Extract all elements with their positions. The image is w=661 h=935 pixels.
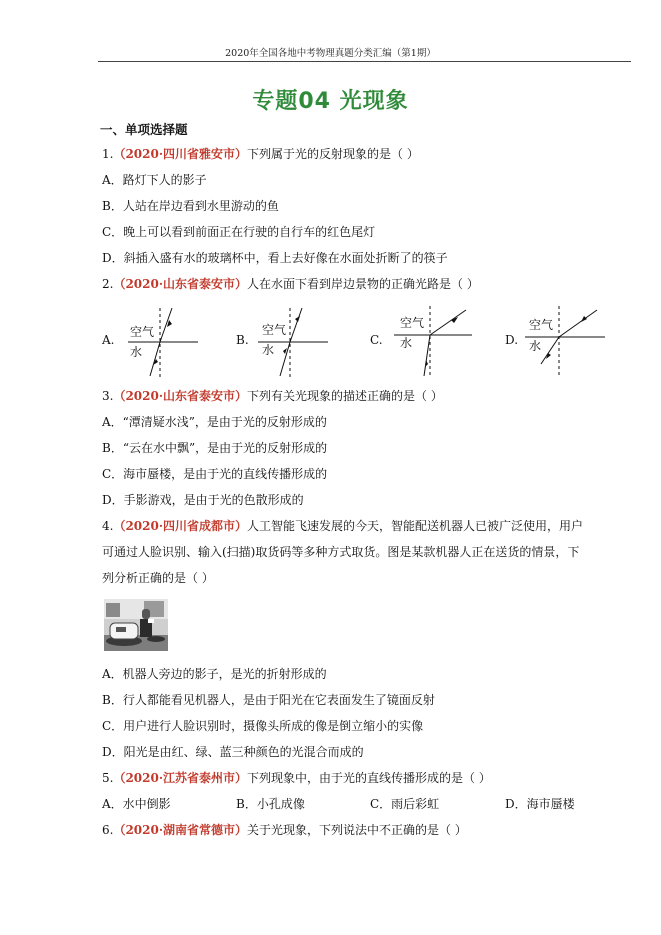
question-3-option-d: D．手影游戏，是由于光的色散形成的: [102, 493, 304, 507]
question-1-stem: [102, 146, 419, 162]
question-4-stem-line-3: 列分析正确的是（ ）: [102, 571, 214, 585]
light-path-diagram-c: [388, 304, 478, 380]
header-divider: [98, 61, 631, 62]
running-header: 2020年全国各地中考物理真题分类汇编（第1期）: [225, 48, 436, 59]
question-number: 4.: [102, 519, 114, 533]
question-text: 下列现象中，由于光的直线传播形成的是（ ）: [247, 771, 491, 785]
light-path-diagram-d: [521, 304, 611, 380]
question-5-option-a: A．水中倒影: [102, 797, 171, 811]
question-4-option-c: C．用户进行人脸识别时，摄像头所成的像是倒立缩小的实像: [102, 719, 424, 733]
question-3-option-a: A．“潭清疑水浅”，是由于光的反射形成的: [102, 415, 327, 429]
option-a-letter: A.: [102, 333, 115, 347]
question-1-option-d: D．斜插入盛有水的玻璃杯中，看上去好像在水面处折断了的筷子: [102, 251, 448, 265]
question-number: 6.: [102, 823, 114, 837]
question-number: 5.: [102, 771, 114, 785]
page-title: 专题04 光现象: [252, 89, 409, 114]
air-label: 空气: [130, 325, 155, 339]
air-label: 空气: [400, 316, 425, 330]
option-c-letter: C.: [370, 333, 383, 347]
question-source: （2020·山东省泰安市）: [113, 389, 248, 403]
question-number: 3.: [102, 389, 114, 403]
question-3-stem: [102, 388, 443, 404]
question-text: 下列有关光现象的描述正确的是（ ）: [247, 389, 443, 403]
question-1-option-b: B．人站在岸边看到水里游动的鱼: [102, 199, 279, 213]
question-6-stem: [102, 822, 467, 838]
question-3-option-c: C．海市蜃楼，是由于光的直线传播形成的: [102, 467, 328, 481]
question-source: （2020·江苏省泰州市）: [113, 771, 248, 785]
question-text: 关于光现象，下列说法中不正确的是（ ）: [247, 823, 467, 837]
option-b-letter: B.: [236, 333, 249, 347]
robot-photo-drawing: [104, 599, 168, 651]
air-label: 空气: [529, 318, 554, 332]
option-d-letter: D.: [505, 333, 519, 347]
question-1-option-c: C．晚上可以看到前面正在行驶的自行车的红色尾灯: [102, 225, 376, 239]
delivery-robot-photo: [104, 599, 168, 651]
water-label: 水: [400, 336, 413, 350]
question-5-stem: [102, 770, 491, 786]
question-number: 1.: [102, 147, 114, 161]
question-source: （2020·四川省雅安市）: [113, 147, 248, 161]
question-4-option-a: A．机器人旁边的影子，是光的折射形成的: [102, 667, 327, 681]
question-3-option-b: B．“云在水中飘”，是由于光的反射形成的: [102, 441, 328, 455]
water-label: 水: [529, 339, 542, 353]
question-1-option-a: A．路灯下人的影子: [102, 173, 207, 187]
question-text: 下列属于光的反射现象的是（ ）: [247, 147, 419, 161]
question-source: （2020·湖南省常德市）: [113, 823, 248, 837]
question-text: 人工智能飞速发展的今天，智能配送机器人已被广泛使用，用户: [247, 519, 584, 533]
question-text: 人在水面下看到岸边景物的正确光路是（ ）: [247, 277, 479, 291]
section-title: 一、单项选择题: [100, 122, 188, 137]
question-5-option-c: C．雨后彩虹: [370, 797, 440, 811]
question-4-option-d: D．阳光是由红、绿、蓝三种颜色的光混合而成的: [102, 745, 364, 759]
question-number: 2.: [102, 277, 114, 291]
question-4-stem-line-2: 可通过人脸识别、输入(扫描)取货码等多种方式取货。图是某款机器人正在送货的情景，下: [102, 545, 580, 559]
question-2-stem: [102, 276, 479, 292]
question-5-option-d: D．海市蜃楼: [505, 797, 575, 811]
light-path-diagram-b: [254, 304, 334, 380]
question-4-stem: [102, 518, 583, 534]
air-label: 空气: [262, 323, 287, 337]
question-4-option-b: B．行人都能看见机器人，是由于阳光在它表面发生了镜面反射: [102, 693, 435, 707]
water-label: 水: [262, 343, 275, 357]
question-source: （2020·四川省成都市）: [113, 519, 248, 533]
light-path-diagram-a: [120, 304, 200, 380]
question-source: （2020·山东省泰安市）: [113, 277, 248, 291]
question-5-option-b: B．小孔成像: [236, 797, 305, 811]
water-label: 水: [130, 345, 143, 359]
diagram-a-lines: [120, 304, 200, 380]
